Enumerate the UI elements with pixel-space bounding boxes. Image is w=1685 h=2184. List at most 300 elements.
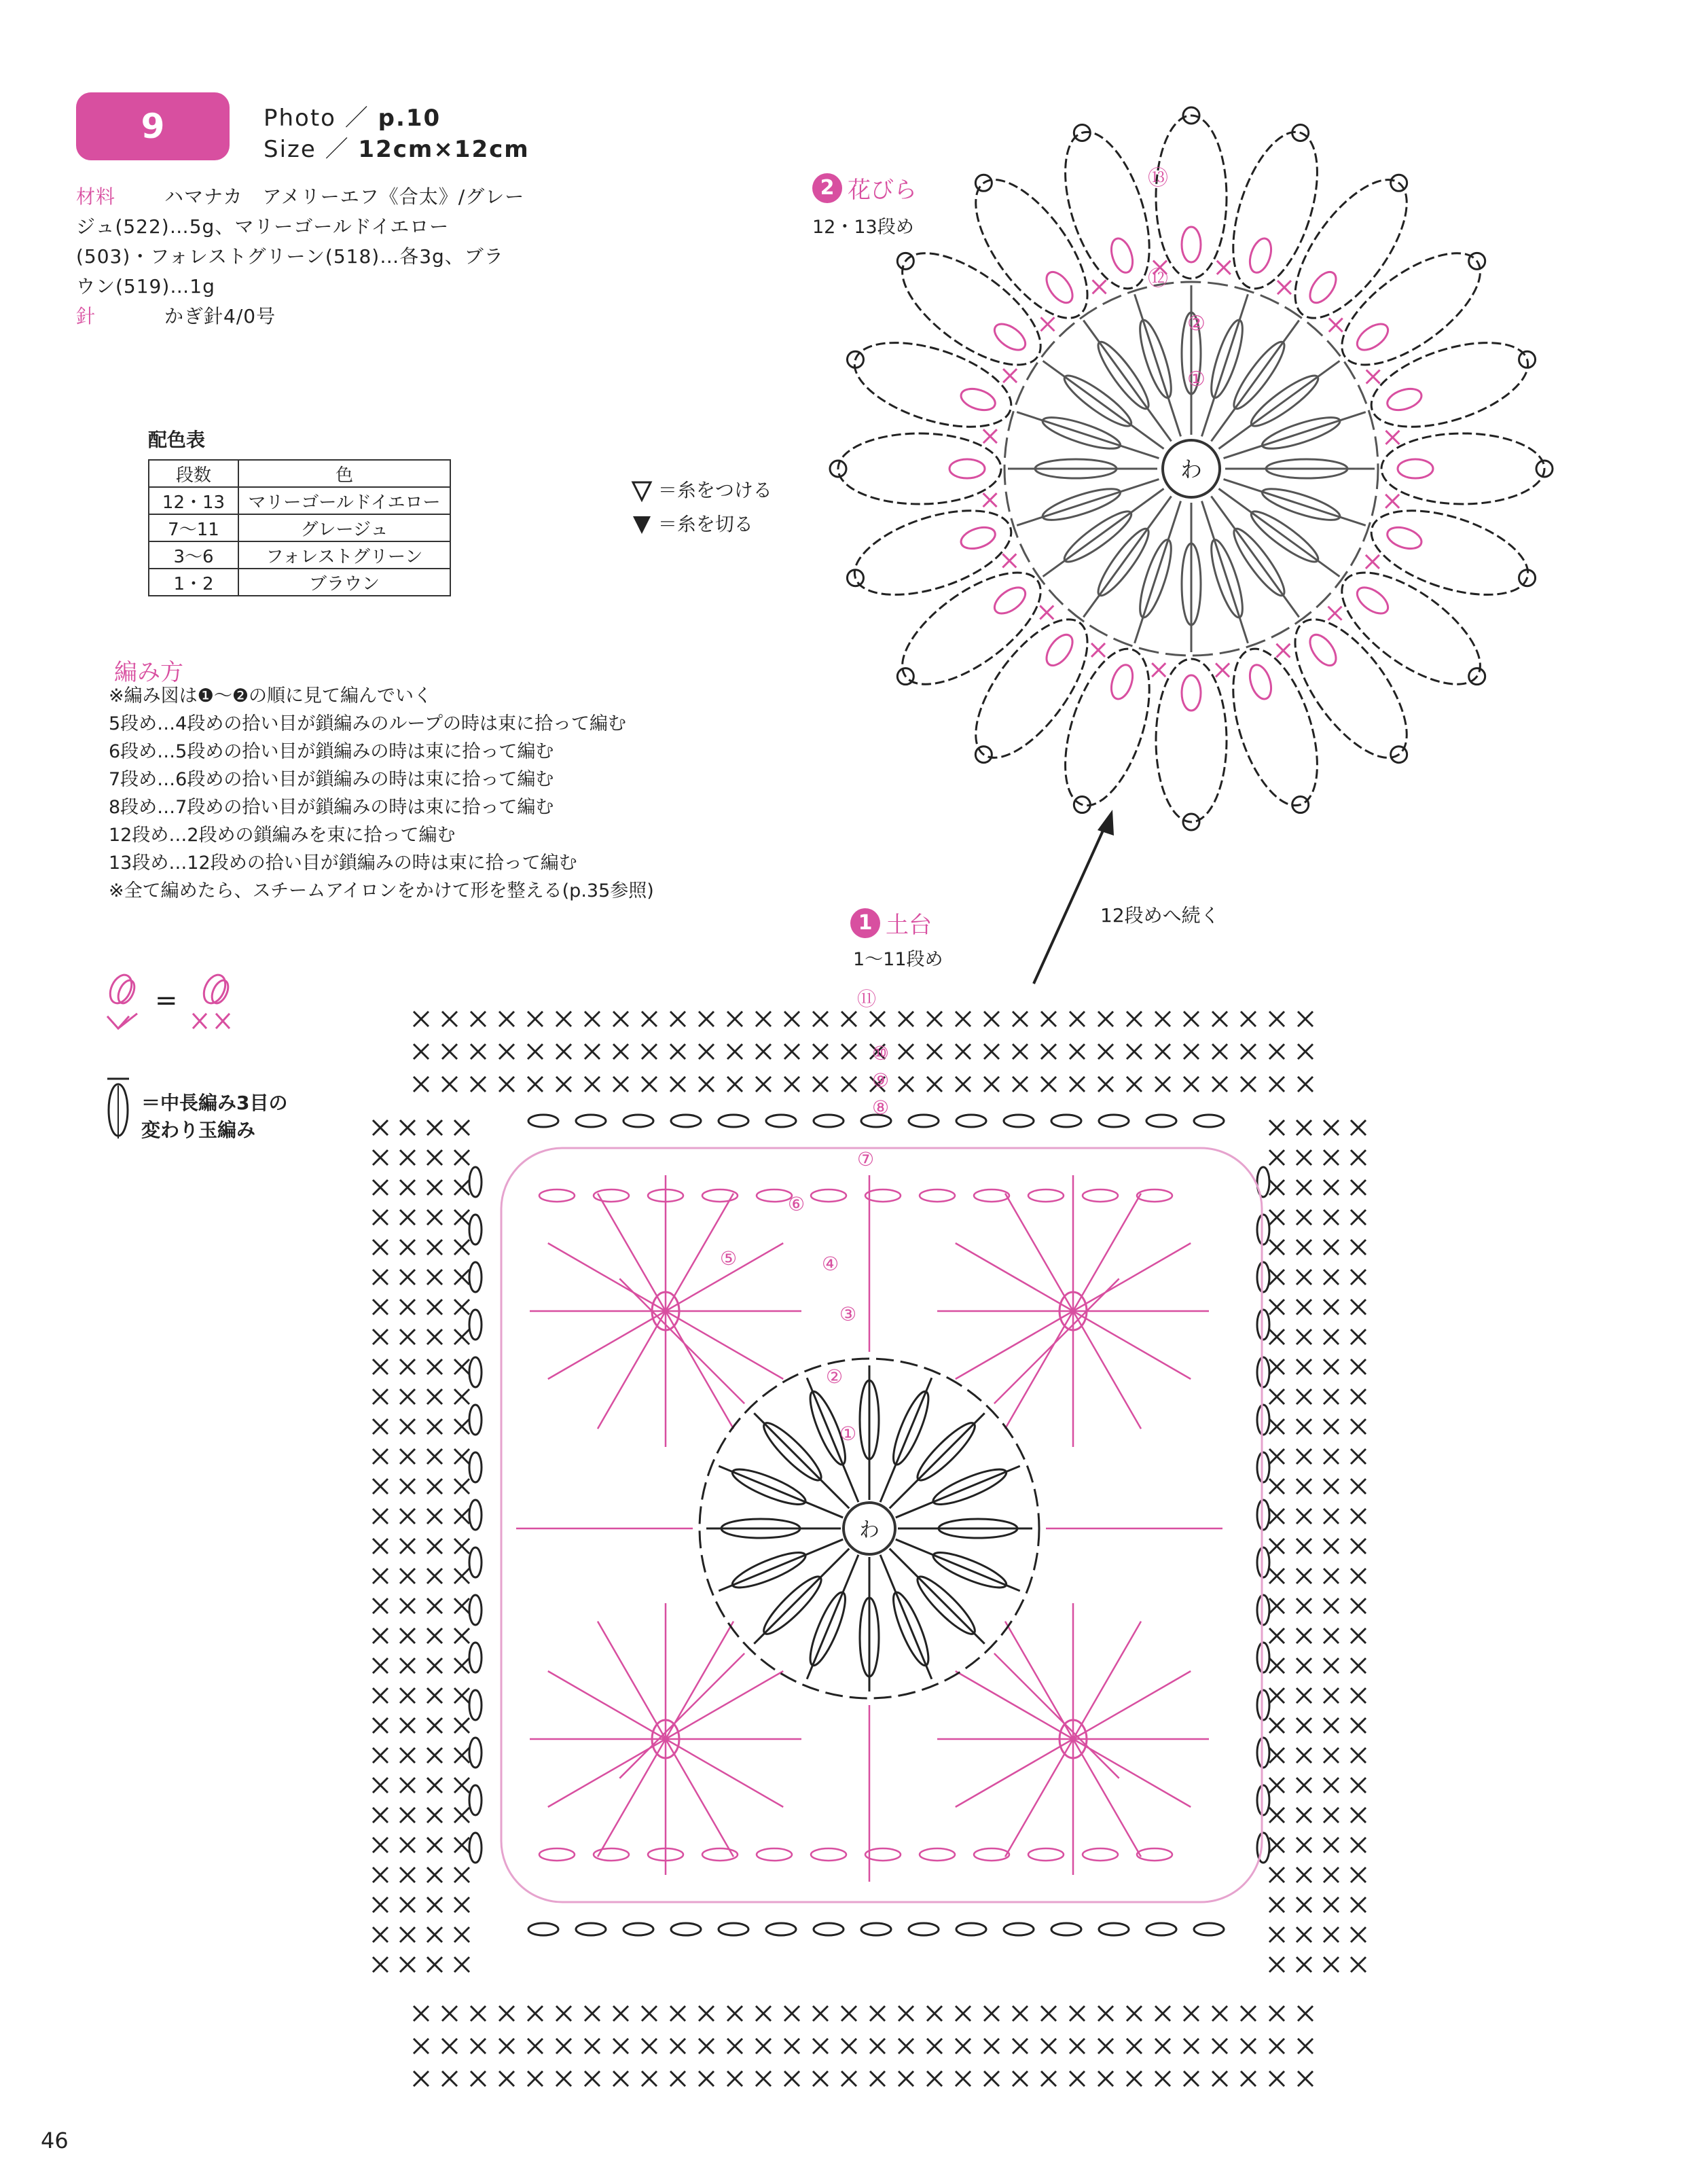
base-sc-mark (556, 2006, 571, 2021)
base-chain-oval (469, 1643, 482, 1672)
base-pink-stitch (619, 1653, 744, 1778)
base-sc-mark (1298, 1012, 1313, 1026)
base-sc-mark (1269, 1778, 1284, 1793)
base-sc-mark (1098, 1044, 1113, 1059)
base-sc-mark (1297, 1120, 1311, 1135)
base-sc-mark (1155, 1012, 1170, 1026)
base-sc-mark (454, 1210, 469, 1225)
base-sc-mark (1241, 2071, 1256, 2086)
base-sc-mark (984, 2071, 999, 2086)
base-sc-mark (1324, 1419, 1339, 1434)
instruction-step: 13段め…12段めの拾い目が鎖編みの時は束に拾って編む (109, 853, 577, 874)
base-sc-mark (373, 1329, 388, 1344)
base-sc-mark (427, 1897, 442, 1912)
base-sc-mark (373, 1270, 388, 1285)
base-sc-mark (1324, 1449, 1339, 1464)
base-chain-oval (1146, 1115, 1176, 1127)
base-pink-chain (1137, 1189, 1172, 1202)
base-sc-mark (442, 1044, 457, 1059)
base-sc-mark (613, 1044, 628, 1059)
base-sc-mark (1155, 1077, 1170, 1092)
base-sc-mark (454, 1419, 469, 1434)
base-sc-mark (373, 1479, 388, 1494)
base-sc-mark (1324, 1509, 1339, 1524)
base-sc-mark (1324, 1210, 1339, 1225)
base-sc-mark (1013, 1077, 1028, 1092)
base-sc-mark (642, 2071, 657, 2086)
base-pink-stitch (1005, 1311, 1073, 1429)
base-sc-mark (373, 1867, 388, 1882)
base-chain-oval (1257, 1310, 1269, 1340)
color-table-title: 配色表 (148, 429, 206, 451)
base-pink-chain (1083, 1189, 1118, 1202)
base-pink-chain (1137, 1848, 1172, 1861)
base-sc-mark (454, 1957, 469, 1972)
base-sc-mark (454, 1718, 469, 1733)
instruction-step: 8段め…7段めの拾い目が鎖編みの時は束に拾って編む (109, 797, 554, 818)
base-sc-mark (813, 2039, 828, 2054)
base-sc-mark (1351, 1300, 1366, 1314)
base-sc-mark (813, 1044, 828, 1059)
base-pink-chain (1028, 1189, 1064, 1202)
base-sc-mark (427, 1778, 442, 1793)
base-round-label: ⑤ (720, 1247, 738, 1270)
base-sc-mark (585, 1077, 600, 1092)
base-sc-mark (1298, 2039, 1313, 2054)
base-round-label: ⑥ (788, 1193, 805, 1215)
base-chain-oval (1257, 1405, 1269, 1435)
base-sc-mark (1351, 1509, 1366, 1524)
base-sc-mark (1269, 1359, 1284, 1374)
base-sc-mark (1070, 2006, 1085, 2021)
base-sc-mark (1269, 1718, 1284, 1733)
base-sc-mark (499, 2039, 514, 2054)
puff-stitch-line2: 変わり玉編み (141, 1119, 256, 1141)
base-chain-oval (1257, 1738, 1269, 1768)
base-sc-mark (870, 2071, 885, 2086)
base-sc-mark (1324, 1808, 1339, 1823)
petal-round-label: ⑫ (1148, 267, 1168, 291)
petal-round-label: ⑬ (1148, 166, 1168, 190)
base-sc-mark (1351, 1569, 1366, 1583)
base-sc-mark (699, 2071, 714, 2086)
base-sc-mark (1351, 1120, 1366, 1135)
base-sc-mark (1269, 2006, 1284, 2021)
base-round-label: ② (826, 1365, 844, 1388)
base-sc-mark (1351, 1628, 1366, 1643)
base-pink-stitch (994, 1278, 1119, 1403)
base-sc-mark (400, 1628, 415, 1643)
base-sc-mark (1212, 2006, 1227, 2021)
base-sc-mark (1324, 1867, 1339, 1882)
base-sc-mark (400, 1300, 415, 1314)
base-sc-mark (471, 2071, 486, 2086)
base-sc-mark (1269, 1044, 1284, 1059)
base-sc-mark (841, 2071, 856, 2086)
base-pink-chain (974, 1189, 1009, 1202)
base-sc-mark (784, 2006, 799, 2021)
base-sc-mark (400, 1329, 415, 1344)
base-sc-mark (556, 1044, 571, 1059)
base-sc-mark (1351, 1479, 1366, 1494)
materials-label: 材料 (76, 185, 116, 208)
base-sc-mark (1098, 2006, 1113, 2021)
base-sc-mark (1098, 2071, 1113, 2086)
base-chain-oval (1051, 1115, 1081, 1127)
base-sc-mark (400, 1718, 415, 1733)
base-sc-mark (454, 1748, 469, 1763)
base-sc-mark (756, 2039, 771, 2054)
base-sc-mark (454, 1509, 469, 1524)
base-sc-mark (1070, 2071, 1085, 2086)
base-chain-oval (1051, 1923, 1081, 1935)
base-sc-mark (1297, 1180, 1311, 1195)
base-sc-mark (1127, 1012, 1142, 1026)
base-sc-mark (400, 1449, 415, 1464)
cut-yarn-text: ＝糸を切る (657, 513, 753, 535)
base-sc-mark (984, 2039, 999, 2054)
base-sc-mark (454, 1927, 469, 1942)
base-pink-stitch (666, 1739, 783, 1807)
base-sc-mark (727, 1077, 742, 1092)
color-table-header-color: 色 (238, 460, 450, 487)
base-sc-mark (1324, 1927, 1339, 1942)
base-sc-mark (454, 1240, 469, 1255)
base-sc-mark (400, 1927, 415, 1942)
base-pink-stitch (1005, 1739, 1073, 1857)
base-sc-mark (1351, 1957, 1366, 1972)
base-round-label: ⑪ (857, 988, 877, 1010)
base-sc-mark (373, 1120, 388, 1135)
base-sc-mark (1324, 1569, 1339, 1583)
base-chain-oval (814, 1115, 844, 1127)
base-sc-mark (585, 2071, 600, 2086)
base-sc-mark (1098, 1077, 1113, 1092)
base-sc-mark (699, 1077, 714, 1092)
base-sc-mark (784, 2039, 799, 2054)
base-sc-mark (813, 1012, 828, 1026)
base-sc-mark (1098, 1012, 1113, 1026)
base-sc-mark (427, 1838, 442, 1852)
base-sc-mark (1324, 1150, 1339, 1165)
table-cell: 3〜6 (149, 541, 238, 569)
base-sc-mark (899, 2006, 913, 2021)
base-sc-mark (373, 1778, 388, 1793)
base-pink-chain (539, 1189, 575, 1202)
attach-yarn-text: ＝糸をつける (657, 479, 772, 501)
base-pink-chain (920, 1848, 955, 1861)
base-center-label: わ (859, 1518, 880, 1542)
base-sc-mark (670, 1077, 685, 1092)
base-chain-oval (671, 1923, 701, 1935)
base-sc-mark (471, 2006, 486, 2021)
base-sc-mark (427, 1270, 442, 1285)
base-sc-mark (1269, 1389, 1284, 1404)
base-sc-mark (1351, 1838, 1366, 1852)
base-sc-mark (400, 1598, 415, 1613)
base-sc-mark (784, 1044, 799, 1059)
base-sc-mark (499, 1077, 514, 1092)
base-sc-mark (427, 1240, 442, 1255)
base-sc-mark (1212, 2039, 1227, 2054)
base-sc-mark (585, 2039, 600, 2054)
base-sc-mark (1269, 1539, 1284, 1554)
base-chain-oval (1257, 1785, 1269, 1815)
base-sc-mark (1269, 1598, 1284, 1613)
base-sc-mark (471, 2039, 486, 2054)
base-sc-mark (984, 1044, 999, 1059)
base-sc-mark (1070, 2039, 1085, 2054)
base-sc-mark (1269, 1957, 1284, 1972)
base-sc-mark (956, 2006, 971, 2021)
base-sc-mark (1297, 1718, 1311, 1733)
base-sc-mark (613, 2039, 628, 2054)
base-sc-mark (427, 1449, 442, 1464)
base-sc-mark (1269, 1808, 1284, 1823)
table-cell: フォレストグリーン (238, 541, 450, 569)
color-table-header-rows: 段数 (149, 460, 238, 487)
base-sc-mark (1155, 1044, 1170, 1059)
base-sc-mark (699, 1044, 714, 1059)
base-sc-mark (1297, 1838, 1311, 1852)
base-sc-mark (1269, 1897, 1284, 1912)
base-sc-mark (1298, 2006, 1313, 2021)
base-sc-mark (1241, 2006, 1256, 2021)
base-pink-stitch (1073, 1311, 1191, 1379)
base-sc-mark (870, 2006, 885, 2021)
base-sc-mark (414, 1077, 429, 1092)
base-sc-mark (427, 1539, 442, 1554)
base-sc-mark (373, 1658, 388, 1673)
base-sc-mark (1324, 1479, 1339, 1494)
base-sc-mark (1324, 1718, 1339, 1733)
base-sc-mark (1351, 1240, 1366, 1255)
base-sc-mark (899, 1044, 913, 1059)
base-sc-mark (1297, 1479, 1311, 1494)
base-sc-mark (984, 1077, 999, 1092)
base-sc-mark (984, 2006, 999, 2021)
instruction-step: 12段め…2段めの鎖編みを束に拾って編む (109, 825, 456, 846)
base-sc-mark (841, 1077, 856, 1092)
base-sc-mark (1269, 1867, 1284, 1882)
base-sc-mark (1269, 1077, 1284, 1092)
base-sc-mark (1297, 1808, 1311, 1823)
base-chain-oval (528, 1923, 558, 1935)
base-chain-oval (469, 1405, 482, 1435)
base-sc-mark (400, 1778, 415, 1793)
base-sc-mark (454, 1150, 469, 1165)
base-chain-oval (469, 1738, 482, 1768)
base-sc-mark (1184, 1044, 1199, 1059)
base-sc-mark (1297, 1569, 1311, 1583)
base-sc-mark (400, 1539, 415, 1554)
base-sc-mark (1155, 2071, 1170, 2086)
base-chain-oval (861, 1923, 891, 1935)
base-sc-mark (1297, 1867, 1311, 1882)
base-sc-mark (1070, 1012, 1085, 1026)
base-sc-mark (699, 2006, 714, 2021)
base-pink-chain (757, 1189, 792, 1202)
base-sc-mark (1351, 1778, 1366, 1793)
base-sc-mark (373, 1210, 388, 1225)
base-sc-mark (1241, 1077, 1256, 1092)
base-sc-mark (528, 2039, 543, 2054)
base-sc-mark (1351, 1270, 1366, 1285)
base-sc-mark (400, 1270, 415, 1285)
base-sc-mark (1351, 1927, 1366, 1942)
petal-section-name: 花びら (848, 177, 917, 204)
base-sc-mark (1269, 1180, 1284, 1195)
base-sc-mark (373, 1509, 388, 1524)
base-chain-oval (469, 1500, 482, 1530)
base-sc-mark (1297, 1509, 1311, 1524)
base-sc-mark (471, 1012, 486, 1026)
base-sc-mark (1127, 2071, 1142, 2086)
base-chain-oval (469, 1262, 482, 1292)
base-sc-mark (1041, 1077, 1056, 1092)
base-sc-mark (1351, 1150, 1366, 1165)
base-chain-oval (909, 1923, 939, 1935)
base-sc-mark (1351, 1718, 1366, 1733)
base-sc-mark (927, 2006, 942, 2021)
base-sc-mark (427, 1628, 442, 1643)
base-sc-mark (454, 1359, 469, 1374)
base-sc-mark (1297, 1539, 1311, 1554)
base-sc-mark (784, 1077, 799, 1092)
base-pink-stitch (666, 1671, 783, 1739)
base-chain-oval (576, 1115, 606, 1127)
base-sc-mark (1269, 1419, 1284, 1434)
base-sc-mark (813, 2071, 828, 2086)
base-pink-chain (974, 1848, 1009, 1861)
base-sc-mark (1041, 2006, 1056, 2021)
base-pink-chain (539, 1848, 575, 1861)
base-sc-mark (373, 1718, 388, 1733)
base-sc-mark (1184, 1077, 1199, 1092)
base-sc-mark (1324, 1598, 1339, 1613)
base-pink-chain (757, 1848, 792, 1861)
base-sc-mark (556, 2039, 571, 2054)
base-sc-mark (727, 2006, 742, 2021)
base-sc-mark (1298, 2071, 1313, 2086)
base-sc-mark (1212, 1044, 1227, 1059)
base-sc-mark (400, 1808, 415, 1823)
base-sc-mark (956, 1044, 971, 1059)
base-sc-mark (427, 1688, 442, 1703)
base-sc-mark (1324, 1270, 1339, 1285)
materials-line3: (503)・フォレストグリーン(518)…各3g、ブラ (76, 245, 504, 268)
base-sc-mark (427, 1359, 442, 1374)
base-sc-mark (1013, 2006, 1028, 2021)
base-sc-mark (1013, 2071, 1028, 2086)
base-sc-mark (373, 1419, 388, 1434)
base-sc-mark (585, 1044, 600, 1059)
base-sc-mark (442, 1012, 457, 1026)
base-sc-mark (373, 1598, 388, 1613)
base-sc-mark (1351, 1419, 1366, 1434)
base-sc-mark (1269, 2039, 1284, 2054)
base-sc-mark (1297, 1748, 1311, 1763)
base-round-label: ⑩ (872, 1042, 890, 1064)
base-sc-mark (756, 1012, 771, 1026)
table-cell: ブラウン (238, 569, 450, 596)
base-sc-mark (670, 1044, 685, 1059)
base-spoke (807, 1555, 858, 1679)
base-sc-mark (1013, 1012, 1028, 1026)
base-section-name: 土台 (886, 912, 932, 939)
base-sc-mark (1212, 2071, 1227, 2086)
base-sc-mark (1298, 1044, 1313, 1059)
base-sc-mark (1269, 1838, 1284, 1852)
base-section-number: 1 (850, 908, 880, 938)
base-sc-mark (956, 2039, 971, 2054)
base-sc-mark (984, 1012, 999, 1026)
base-sc-mark (528, 1012, 543, 1026)
base-sc-mark (1241, 2039, 1256, 2054)
base-spoke (880, 1378, 932, 1502)
base-sc-mark (927, 1012, 942, 1026)
base-pink-stitch (1073, 1671, 1191, 1739)
base-round-label: ④ (822, 1253, 839, 1275)
base-sc-mark (699, 2039, 714, 2054)
base-sc-mark (1324, 1300, 1339, 1314)
base-sc-mark (756, 1077, 771, 1092)
needle-label: 針 (76, 305, 96, 327)
base-sc-mark (373, 1957, 388, 1972)
base-sc-mark (613, 1012, 628, 1026)
base-sc-mark (1184, 1012, 1199, 1026)
base-chain-oval (909, 1115, 939, 1127)
base-sc-mark (400, 1957, 415, 1972)
base-sc-mark (927, 1044, 942, 1059)
base-sc-mark (1351, 1688, 1366, 1703)
table-cell: 7〜11 (149, 514, 238, 541)
base-sc-mark (499, 1044, 514, 1059)
base-spoke (719, 1539, 843, 1591)
base-pink-chain (865, 1189, 901, 1202)
base-sc-mark (1351, 1658, 1366, 1673)
base-sc-mark (499, 1012, 514, 1026)
base-sc-mark (454, 1389, 469, 1404)
base-pink-stitch (666, 1739, 733, 1857)
needle-value: かぎ針4/0号 (164, 305, 276, 327)
base-sc-mark (528, 2006, 543, 2021)
base-sc-mark (1324, 1240, 1339, 1255)
base-sc-mark (400, 1867, 415, 1882)
base-sc-mark (373, 1808, 388, 1823)
base-sc-mark (1351, 1867, 1366, 1882)
base-sc-mark (642, 1012, 657, 1026)
base-sc-mark (1013, 1044, 1028, 1059)
base-sc-mark (1297, 1329, 1311, 1344)
puff-stitch-line1: ＝中長編み3目の (141, 1092, 288, 1114)
base-sc-mark (400, 1658, 415, 1673)
base-chain-oval (469, 1215, 482, 1245)
base-chain-oval (1257, 1357, 1269, 1387)
base-spoke (719, 1466, 843, 1518)
base-sc-mark (1297, 1897, 1311, 1912)
base-chain-oval (1004, 1923, 1034, 1935)
base-sc-mark (1070, 1077, 1085, 1092)
base-sc-mark (927, 2071, 942, 2086)
base-sc-mark (1324, 1539, 1339, 1554)
base-chain-oval (671, 1115, 701, 1127)
base-sc-mark (414, 2071, 429, 2086)
base-sc-mark (427, 1808, 442, 1823)
base-pink-stitch (666, 1311, 783, 1379)
base-sc-mark (1269, 1748, 1284, 1763)
base-sc-mark (1269, 1270, 1284, 1285)
